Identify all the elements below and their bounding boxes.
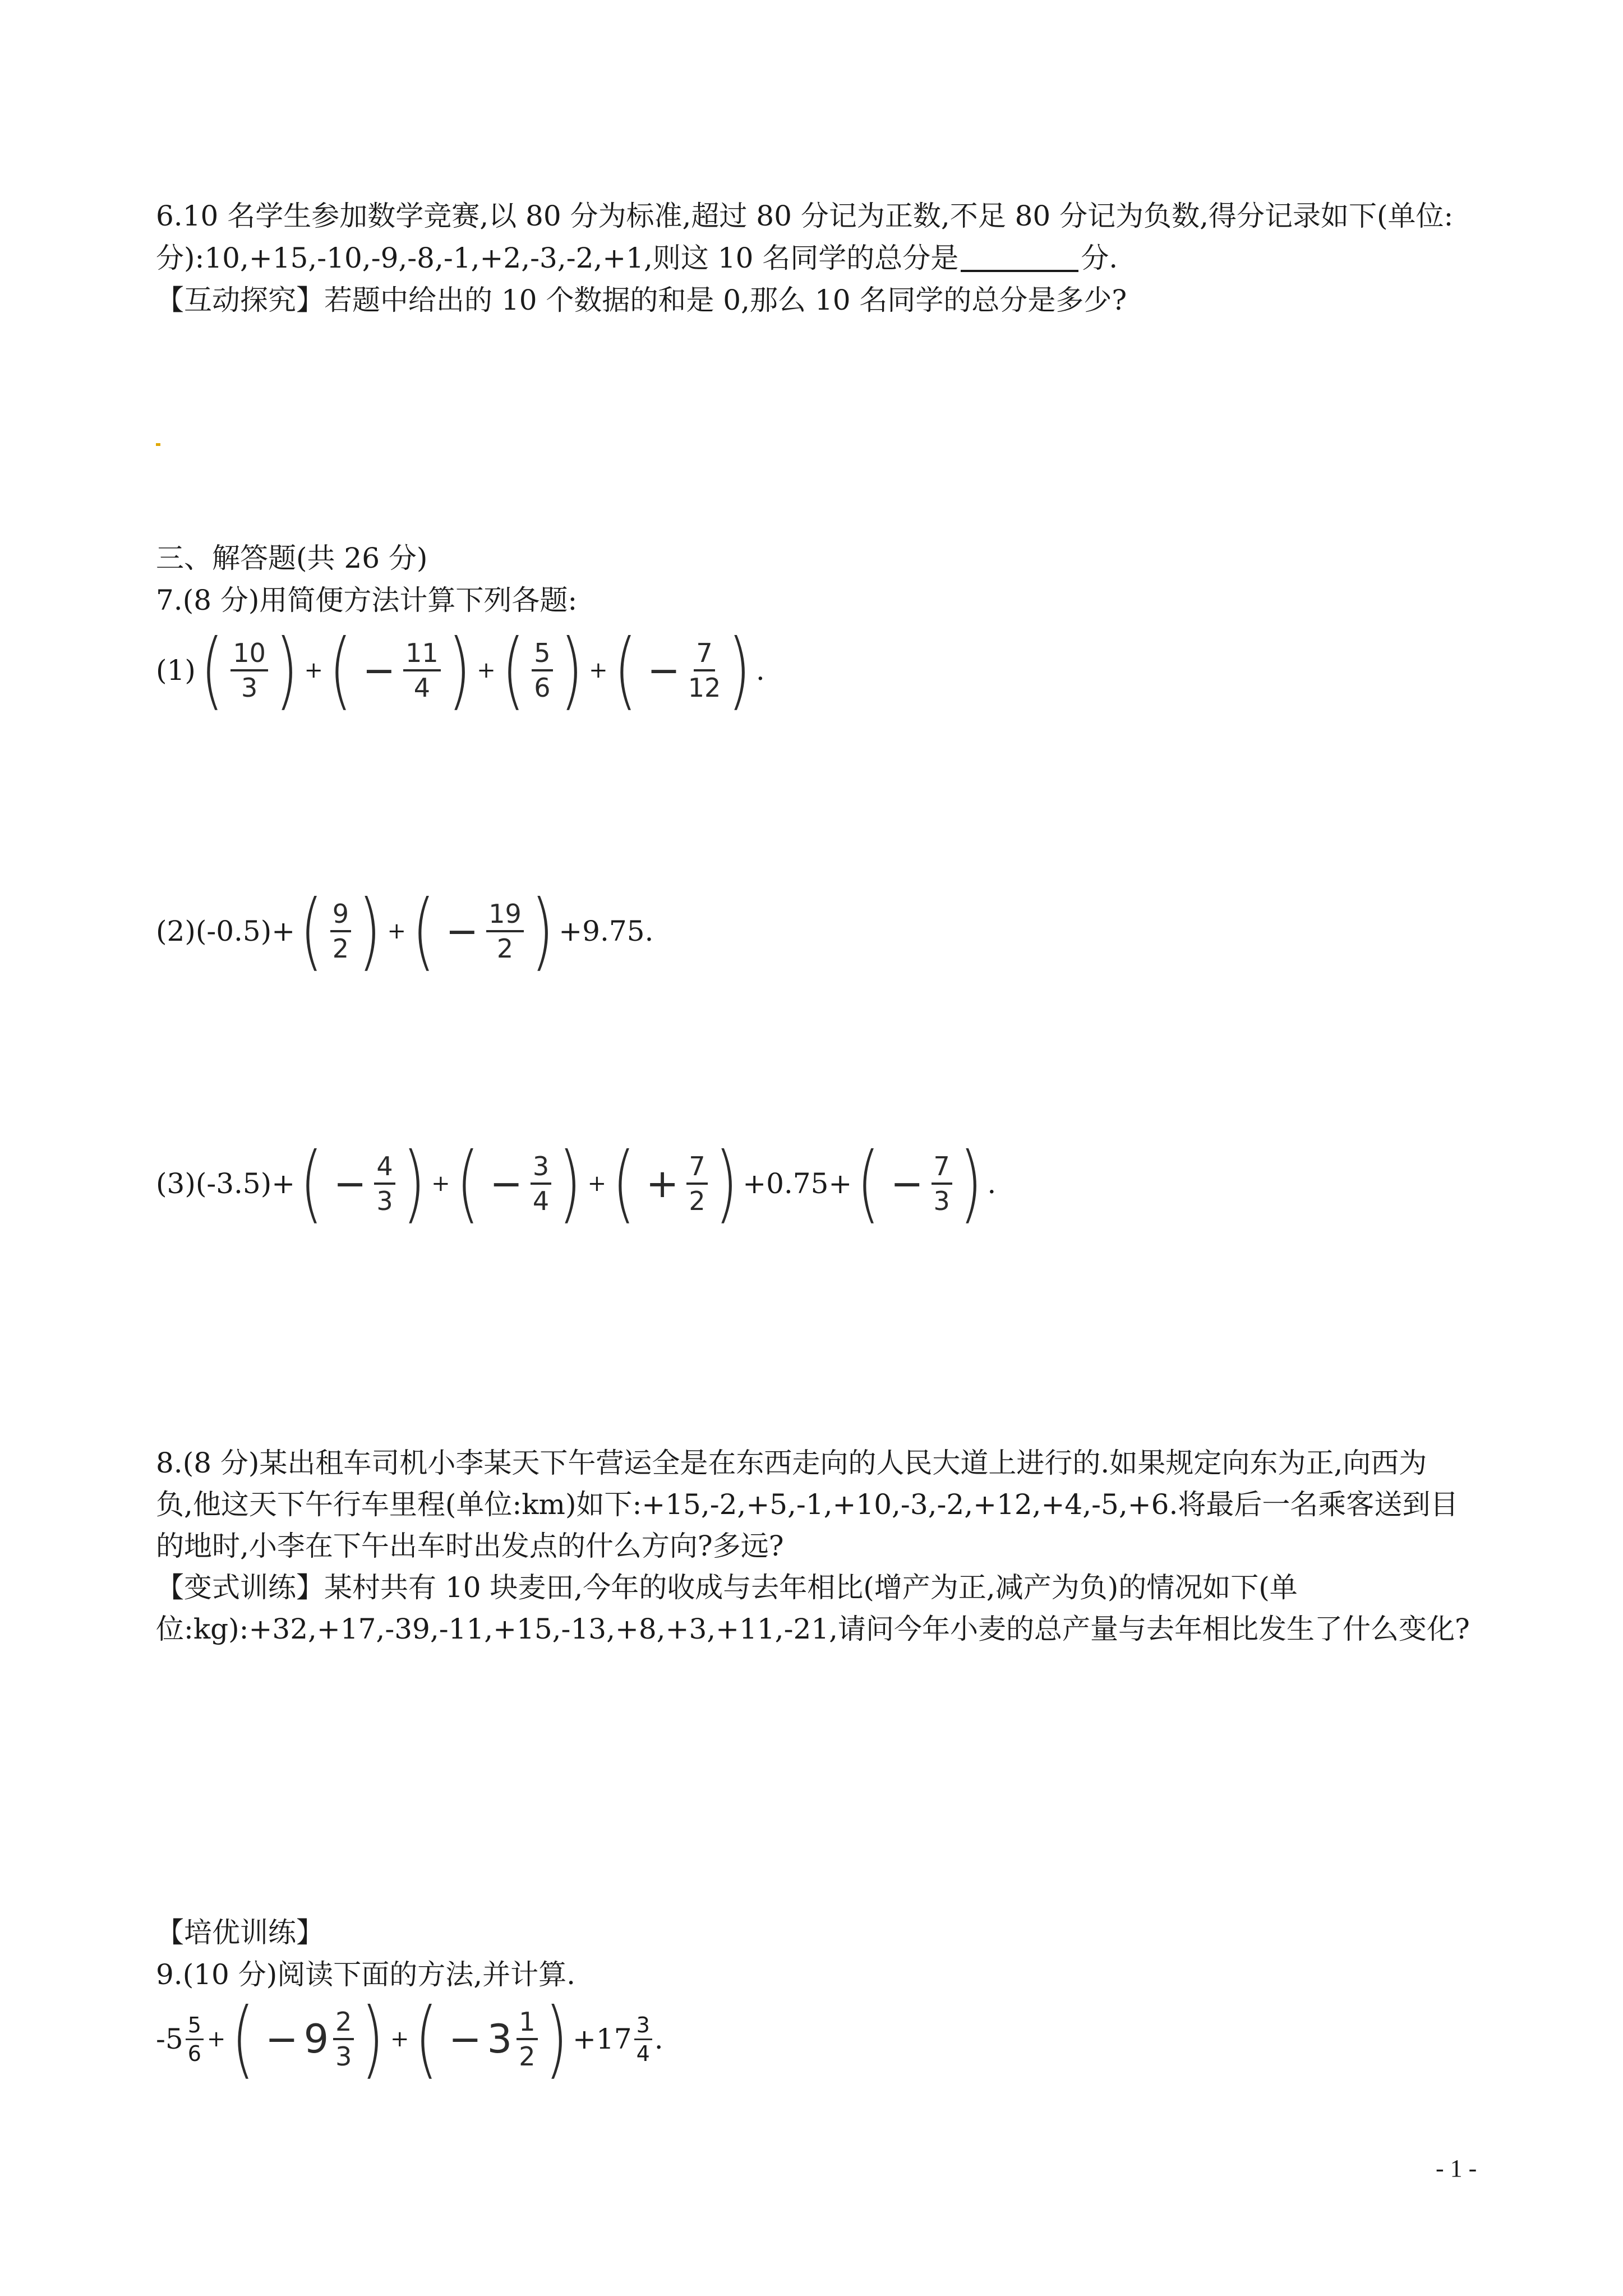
fraction: $\frac{9}{2}$ bbox=[330, 899, 351, 964]
q7-part-2: (2) (-0.5)+ ( $\frac{9}{2}$ ) + ( − $\frac{19}{2}$ ) +9.75. bbox=[156, 882, 654, 980]
fraction: $\frac{5}{6}$ bbox=[186, 2013, 204, 2066]
answer-blank[interactable] bbox=[961, 242, 1078, 272]
fraction: $\frac{7}{12}$ bbox=[688, 638, 721, 703]
fraction: $\frac{1}{2}$ bbox=[517, 2007, 537, 2072]
paren-group-2: ( − $\frac{19}{2}$ ) bbox=[412, 882, 554, 980]
q8-line-1: 8.(8 分)某出租车司机小李某天下午营运全是在东西走向的人民大道上进行的.如果规定向东为正,向西为 bbox=[156, 1447, 1427, 1479]
paren-group-4: ( − $\frac{7}{3}$ ) bbox=[857, 1135, 983, 1232]
q7-title: 7.(8 分)用简便方法计算下列各题: bbox=[156, 584, 578, 616]
q6-line-2-end: 分. bbox=[1081, 242, 1118, 274]
paren-group-1: ( $\frac{10}{3}$ ) bbox=[200, 622, 298, 719]
q8-line-3: 的地时,小李在下午出车时出发点的什么方向?多远? bbox=[156, 1530, 784, 1562]
q8-line-2: 负,他这天下午行车里程(单位:km)如下:+15,-2,+5,-1,+10,-3,-2,+12,+4,-5,+6.将最后一名乘客送到目 bbox=[156, 1488, 1459, 1521]
paren-group-4: ( − $\frac{7}{12}$ ) bbox=[614, 622, 751, 719]
q8-variant-line-1: 【变式训练】某村共有 10 块麦田,今年的收成与去年相比(增产为正,减产为负)的情况如下(单 bbox=[156, 1571, 1298, 1604]
part-label: (1) bbox=[156, 654, 196, 687]
fraction: $\frac{3}{4}$ bbox=[531, 1151, 551, 1216]
part-label: (3) bbox=[156, 1167, 196, 1200]
q6-explore: 【互动探究】若题中给出的 10 个数据的和是 0,那么 10 名同学的总分是多少? bbox=[156, 284, 1127, 316]
q6-line-2-text: 分):10,+15,-10,-9,-8,-1,+2,-3,-2,+1,则这 10 名同学的总分是 bbox=[156, 242, 959, 274]
fraction: $\frac{11}{4}$ bbox=[403, 638, 441, 703]
decorative-dot bbox=[156, 443, 160, 446]
page-number: - 1 - bbox=[1436, 2155, 1477, 2182]
fraction: $\frac{7}{2}$ bbox=[686, 1151, 707, 1216]
fraction: $\frac{5}{6}$ bbox=[532, 638, 552, 703]
fraction: $\frac{2}{3}$ bbox=[333, 2007, 354, 2072]
paren-group-2: ( − $\frac{3}{4}$ ) bbox=[456, 1135, 582, 1232]
paren-group-1: ( − 9 $\frac{2}{3}$ ) bbox=[232, 1990, 385, 2088]
paren-group-1: ( − $\frac{4}{3}$ ) bbox=[299, 1135, 426, 1232]
fraction: $\frac{10}{3}$ bbox=[230, 638, 268, 703]
fraction: $\frac{19}{2}$ bbox=[486, 899, 524, 964]
q9-title: 9.(10 分)阅读下面的方法,并计算. bbox=[156, 1958, 576, 1991]
paren-group-2: ( − $\frac{11}{4}$ ) bbox=[329, 622, 471, 719]
training-title: 【培优训练】 bbox=[156, 1916, 324, 1949]
fraction: $\frac{3}{4}$ bbox=[634, 2013, 652, 2066]
part-label: (2) bbox=[156, 915, 196, 947]
fraction: $\frac{4}{3}$ bbox=[374, 1151, 395, 1216]
section-title: 三、解答题(共 26 分) bbox=[156, 542, 428, 574]
fraction: $\frac{7}{3}$ bbox=[932, 1151, 952, 1216]
paren-group-3: ( + $\frac{7}{2}$ ) bbox=[612, 1135, 738, 1232]
q8-variant-line-2: 位:kg):+32,+17,-39,-11,+15,-13,+8,+3,+11,-21,请问今年小麦的总产量与去年相比发生了什么变化? bbox=[156, 1613, 1470, 1645]
q9-expression: -5 $\frac{5}{6}$ + ( − 9 $\frac{2}{3}$ ) + ( − 3 $\frac{1}{2}$ ) +17 $\frac{3}{4}$ . bbox=[156, 1990, 663, 2088]
paren-group-1: ( $\frac{9}{2}$ ) bbox=[299, 882, 381, 980]
paren-group-3: ( $\frac{5}{6}$ ) bbox=[501, 622, 583, 719]
q6-line-1: 6.10 名学生参加数学竞赛,以 80 分为标准,超过 80 分记为正数,不足 80 分记为负数,得分记录如下(单位: bbox=[156, 200, 1454, 232]
paren-group-2: ( − 3 $\frac{1}{2}$ ) bbox=[415, 1990, 568, 2088]
q7-part-3: (3) (-3.5)+ ( − $\frac{4}{3}$ ) + ( − $\frac{3}{4}$ ) + ( + $\frac{7}{2}$ ) +0.75+ ( − $\frac{7}{3}$ ) . bbox=[156, 1135, 997, 1232]
q6-line-2 bbox=[156, 241, 1118, 275]
q7-part-1: (1) ( $\frac{10}{3}$ ) + ( − $\frac{11}{4}$ ) + ( $\frac{5}{6}$ ) + ( − $\frac{7}{12}$ ) . bbox=[156, 622, 765, 719]
